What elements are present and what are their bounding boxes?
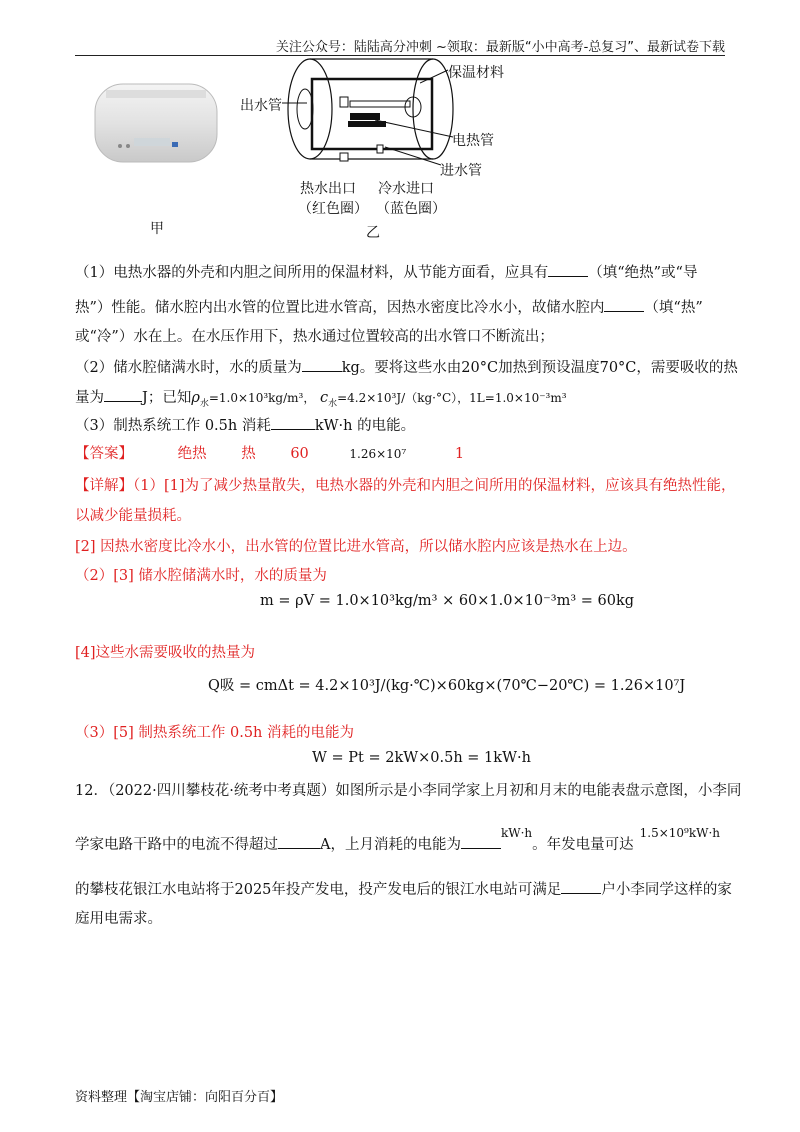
q12-line1: 12．（2022·四川攀枝花·统考中考真题）如图所示是小李同学家上月初和月末的电能表盘示意图，小李同	[75, 783, 742, 799]
blank-7[interactable]	[461, 834, 501, 849]
equation-mass: m = ρV = 1.0×10³kg/m³ × 60×1.0×10⁻³m³ = 60kg	[260, 593, 635, 609]
label-heater: 电热管	[452, 133, 494, 149]
blank-5[interactable]	[271, 415, 315, 430]
detail-line1: 【详解】（1）[1]为了减少热量散失，电热水器的外壳和内胆之间所用的保温材料，应该具有绝热性能，	[75, 478, 736, 494]
blank-3[interactable]	[302, 357, 342, 372]
blank-8[interactable]	[561, 879, 601, 894]
leader-insulation	[420, 68, 450, 88]
q1-line2: 热”）性能。储水腔内出水管的位置比进水管高，因热水密度比冷水小，故储水腔内 （填“热”	[75, 297, 703, 318]
label-insulation: 保温材料	[448, 65, 504, 81]
label-hot-outlet-color: （红色圈）	[298, 201, 368, 217]
page-footer: 资料整理【淘宝店铺：向阳百分百】	[75, 1090, 284, 1105]
answer-line: 【答案】 绝热 热 60 1.26×10⁷ 1	[75, 446, 465, 462]
blank-6[interactable]	[278, 834, 320, 849]
detail-line6: （3）[5] 制热系统工作 0.5h 消耗的电能为	[75, 725, 354, 741]
blank-4[interactable]	[104, 387, 142, 402]
equation-energy: W = Pt = 2kW×0.5h = 1kW·h	[312, 750, 531, 766]
label-cold-inlet: 冷水进口	[378, 181, 434, 197]
q3-line: （3）制热系统工作 0.5h 消耗 kW·h 的电能。	[75, 415, 415, 436]
detail-line2: 以减少能量损耗。	[75, 508, 191, 524]
q12-line2: 学家电路干路中的电流不得超过 A，上月消耗的电能为$^{kW\cdot h}$。年发电量可达$^{1.5\times 10^9kW\cdot h}$	[75, 826, 721, 853]
q2-line1: （2）储水腔储满水时，水的质量为 kg。要将这些水由20°C加热到预设温度70°C，需要吸收的热	[75, 357, 738, 378]
blank-1[interactable]	[548, 262, 588, 277]
equation-heat: Q吸 = cmΔt = 4.2×10³J/(kg·℃)×60kg×(70℃−20℃) = 1.26×10⁷J	[208, 678, 686, 694]
q2-line2: 量为 J；已知$\rho_水=1.0\times 10^3kg/m^3$， $c_水=4.2\times 10^3J/(kg\cdot^\circ C)$，1L=1.0×10⁻³m³	[75, 387, 567, 414]
label-inlet-pipe: 进水管	[440, 163, 482, 179]
detail-line5: [4]这些水需要吸收的热量为	[75, 645, 256, 661]
label-cold-inlet-color: （蓝色圈）	[376, 201, 446, 217]
detail-line3: [2] 因热水密度比冷水小，出水管的位置比进水管高，所以储水腔内应该是热水在上边。	[75, 539, 637, 555]
figure-label-yi: 乙	[366, 225, 380, 241]
water-heater-photo	[92, 78, 222, 168]
q1-line1: （1）电热水器的外壳和内胆之间所用的保温材料，从节能方面看，应具有 （填“绝热”或“导	[75, 262, 697, 283]
leader-outlet	[282, 98, 312, 108]
q12-line4: 庭用电需求。	[75, 911, 162, 927]
figure-label-jia: 甲	[150, 221, 164, 237]
page-header: 关注公众号：陆陆高分冲刺 ~领取：最新版“小中高考-总复习”、最新试卷下载	[275, 40, 725, 55]
label-outlet-pipe: 出水管	[240, 98, 282, 114]
leader-heater	[375, 115, 455, 145]
q12-line3: 的攀枝花银江水电站将于2025年投产发电，投产发电后的银江水电站可满足 户小李同学这样的家	[75, 879, 732, 900]
label-hot-outlet: 热水出口	[300, 181, 356, 197]
blank-2[interactable]	[604, 297, 644, 312]
header-divider	[75, 55, 725, 56]
q1-line3: 或“冷”）水在上。在水压作用下，热水通过位置较高的出水管口不断流出；	[75, 329, 554, 345]
leader-inlet	[385, 145, 445, 170]
detail-line4: （2）[3] 储水腔储满水时，水的质量为	[75, 568, 327, 584]
